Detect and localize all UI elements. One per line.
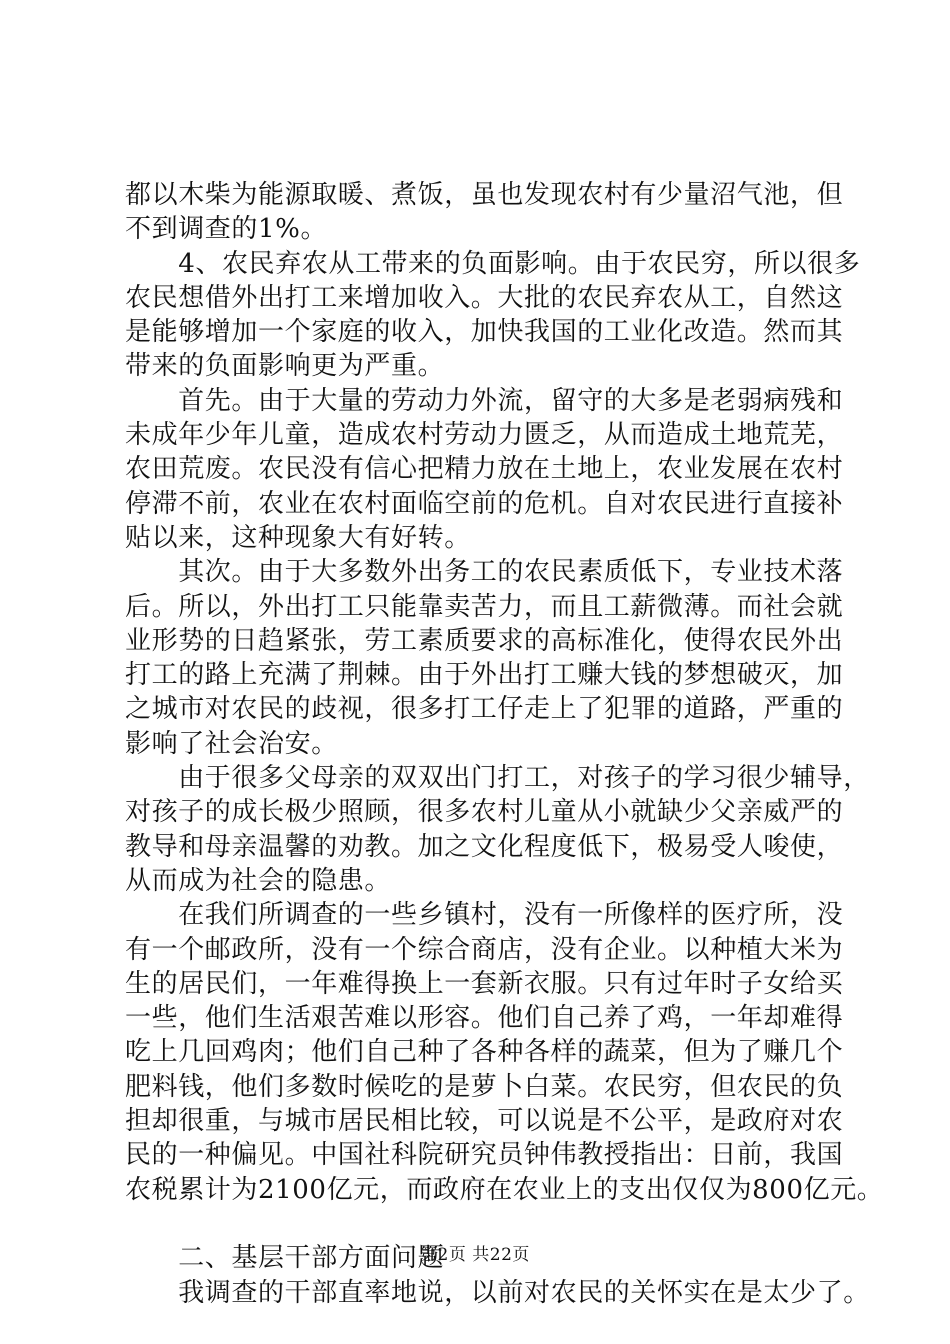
text-line: 贴以来，这种现象大有好转。: [125, 522, 471, 553]
text-line: 未成年少年儿童，造成农村劳动力匮乏，从而造成土地荒芜，: [125, 420, 844, 451]
document-body: [125, 178, 884, 1310]
text-line: 生的居民们，一年难得换上一套新衣服。只有过年时子女给买: [125, 968, 844, 999]
text-line: 有一个邮政所，没有一个综合商店，没有企业。以种植大米为: [125, 934, 844, 965]
text-line: 在我们所调查的一些乡镇村，没有一所像样的医疗所，没: [125, 900, 844, 931]
text-line: 之城市对农民的歧视，很多打工仔走上了犯罪的道路，严重的: [125, 694, 844, 725]
text-line: 带来的负面影响更为严重。: [125, 351, 445, 382]
text-line: 从而成为社会的隐患。: [125, 865, 392, 896]
page-number: 第2页 共22页: [420, 1245, 530, 1265]
text-line: 农田荒废。农民没有信心把精力放在土地上，农业发展在农村: [125, 454, 844, 485]
text-line: 影响了社会治安。: [125, 728, 338, 759]
section-heading: 二、基层干部方面问题: [125, 1243, 445, 1274]
text-line: 不到调查的1%。: [125, 214, 328, 245]
text-line: 由于很多父母亲的双双出门打工，对孩子的学习很少辅导，: [125, 763, 870, 794]
paragraph-spacer: [125, 1207, 845, 1241]
text-line: 首先。由于大量的劳动力外流，留守的大多是老弱病残和: [125, 385, 844, 416]
text-line: 4、农民弃农从工带来的负面影响。由于农民穷，所以很多: [125, 248, 861, 279]
text-line: 是能够增加一个家庭的收入，加快我国的工业化改造。然而其: [125, 317, 844, 348]
text-line: 后。所以，外出打工只能靠卖苦力，而且工薪微薄。而社会就: [125, 591, 844, 622]
text-line: 农税累计为2100亿元，而政府在农业上的支出仅仅为800亿元。: [125, 1174, 884, 1205]
text-line: 民的一种偏见。中国社科院研究员钟伟教授指出：日前，我国: [125, 1140, 844, 1171]
text-line: 我调查的干部直率地说，以前对农民的关怀实在是太少了。: [125, 1277, 870, 1308]
text-line: 一些，他们生活艰苦难以形容。他们自己养了鸡，一年却难得: [125, 1003, 844, 1034]
text-line: 停滞不前，农业在农村面临空前的危机。自对农民进行直接补: [125, 488, 844, 519]
text-line: 吃上几回鸡肉；他们自己种了各种各样的蔬菜，但为了赚几个: [125, 1037, 844, 1068]
text-line: 都以木柴为能源取暖、煮饭，虽也发现农村有少量沼气池，但: [125, 180, 844, 210]
text-line: 教导和母亲温馨的劝教。加之文化程度低下，极易受人唆使，: [125, 831, 844, 862]
text-line: 打工的路上充满了荆棘。由于外出打工赚大钱的梦想破灭，加: [125, 660, 844, 691]
text-line: 农民想借外出打工来增加收入。大批的农民弃农从工，自然这: [125, 282, 844, 313]
text-line: 肥料钱，他们多数时候吃的是萝卜白菜。农民穷，但农民的负: [125, 1071, 844, 1102]
text-line: 担却很重，与城市居民相比较，可以说是不公平，是政府对农: [125, 1106, 844, 1137]
text-line: 业形势的日趋紧张，劳工素质要求的高标准化，使得农民外出: [125, 625, 844, 656]
text-line: 其次。由于大多数外出务工的农民素质低下，专业技术落: [125, 557, 844, 588]
text-line: 对孩子的成长极少照顾，很多农村儿童从小就缺少父亲威严的: [125, 797, 844, 828]
